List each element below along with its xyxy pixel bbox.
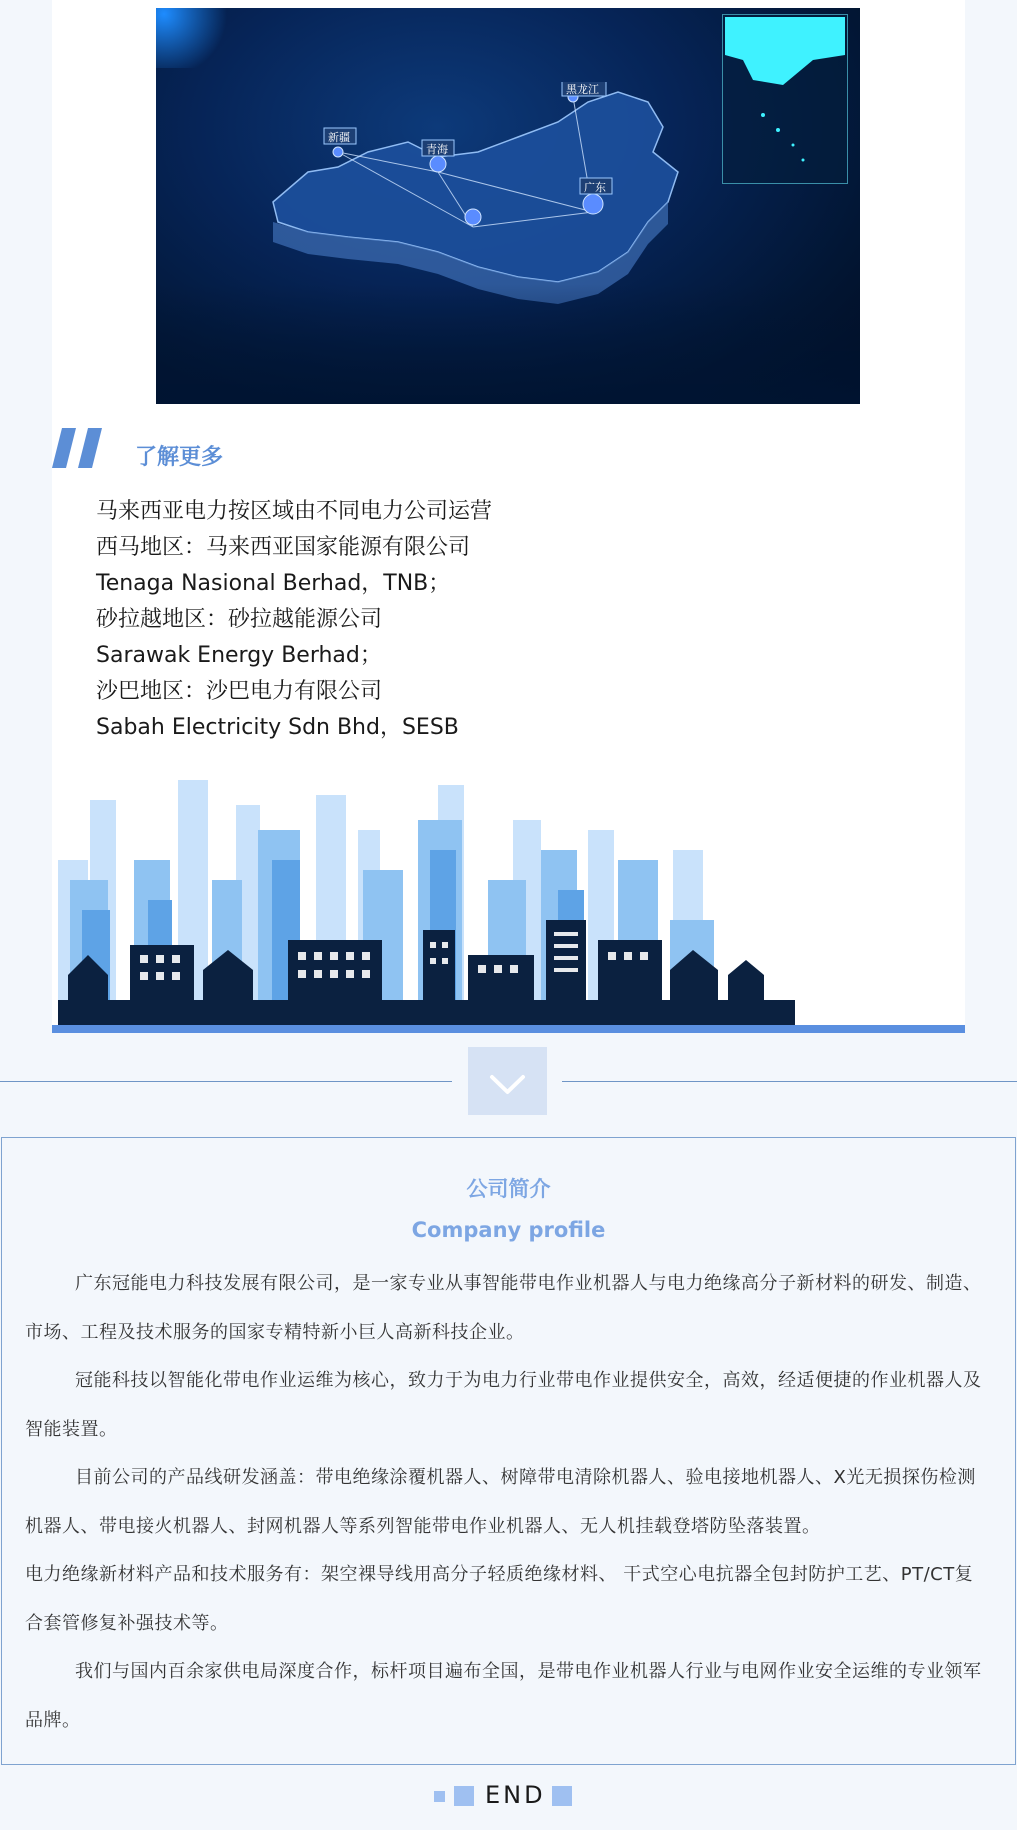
info-line: Sarawak Energy Berhad； <box>96 643 382 668</box>
info-line: Sabah Electricity Sdn Bhd，SESB <box>96 715 459 740</box>
corner-glow <box>156 8 236 68</box>
profile-paragraph: 电力绝缘新材料产品和技术服务有：架空裸导线用高分子轻质绝缘材料、 干式空心电抗器全包封防护工艺、PT/CT复合套管修复补强技术等。 <box>25 1564 974 1634</box>
china-map-shape <box>268 82 728 312</box>
end-square-right <box>552 1786 572 1806</box>
info-line: 马来西亚电力按区域由不同电力公司运营 <box>96 499 493 524</box>
city-skyline-illustration <box>58 760 795 1025</box>
power-company-info <box>96 494 856 746</box>
profile-paragraph: 我们与国内百余家供电局深度合作，标杆项目遍布全国，是带电作业机器人行业与电网作业安全运维的专业领军品牌。 <box>25 1661 982 1731</box>
skyline-base-bar <box>52 1025 965 1033</box>
profile-paragraph: 冠能科技以智能化带电作业运维为核心，致力于为电力行业带电作业提供安全，高效，经适便捷的作业机器人及智能装置。 <box>25 1370 982 1440</box>
svg-text:广东: 广东 <box>584 181 606 194</box>
inset-map <box>722 14 848 184</box>
map-location-label <box>324 128 356 144</box>
map-location-label <box>562 82 606 96</box>
chevron-down-icon <box>468 1047 547 1115</box>
company-profile-subtitle: Company profile <box>411 1218 606 1242</box>
svg-text:青海: 青海 <box>426 143 448 156</box>
company-profile-body <box>25 1260 990 1745</box>
svg-text:黑龙江: 黑龙江 <box>566 83 599 96</box>
scroll-down-button[interactable] <box>468 1047 547 1115</box>
divider-line-right <box>562 1081 1017 1082</box>
end-square-small <box>434 1791 445 1802</box>
inset-map-shape <box>723 15 847 183</box>
china-map-image <box>156 8 860 404</box>
map-location-label <box>580 178 612 194</box>
info-line: Tenaga Nasional Berhad，TNB； <box>96 571 451 596</box>
map-location-label <box>422 140 454 156</box>
profile-paragraph: 广东冠能电力科技发展有限公司，是一家专业从事智能带电作业机器人与电力绝缘高分子新材料的研发、制造、市场、工程及技术服务的国家专精特新小巨人高新科技企业。 <box>25 1273 982 1343</box>
learn-more-heading: 了解更多 <box>135 445 224 470</box>
svg-text:新疆: 新疆 <box>328 131 350 144</box>
profile-paragraph: 目前公司的产品线研发涵盖：带电绝缘涂覆机器人、树障带电清除机器人、验电接地机器人、X光无损探伤检测机器人、带电接火机器人、封网机器人等系列智能带电作业机器人、无人机挂载登塔防坠落装置。 <box>25 1467 976 1537</box>
info-line: 沙巴地区：沙巴电力有限公司 <box>96 679 383 704</box>
end-square-left <box>454 1786 474 1806</box>
quote-mark-icon <box>52 428 112 468</box>
divider-line-left <box>0 1081 452 1082</box>
company-profile-title: 公司简介 <box>466 1177 551 1201</box>
info-line: 砂拉越地区：砂拉越能源公司 <box>96 607 383 632</box>
map-floor-shade <box>156 284 860 404</box>
info-line: 西马地区：马来西亚国家能源有限公司 <box>96 535 471 560</box>
end-label: END <box>485 1781 546 1809</box>
